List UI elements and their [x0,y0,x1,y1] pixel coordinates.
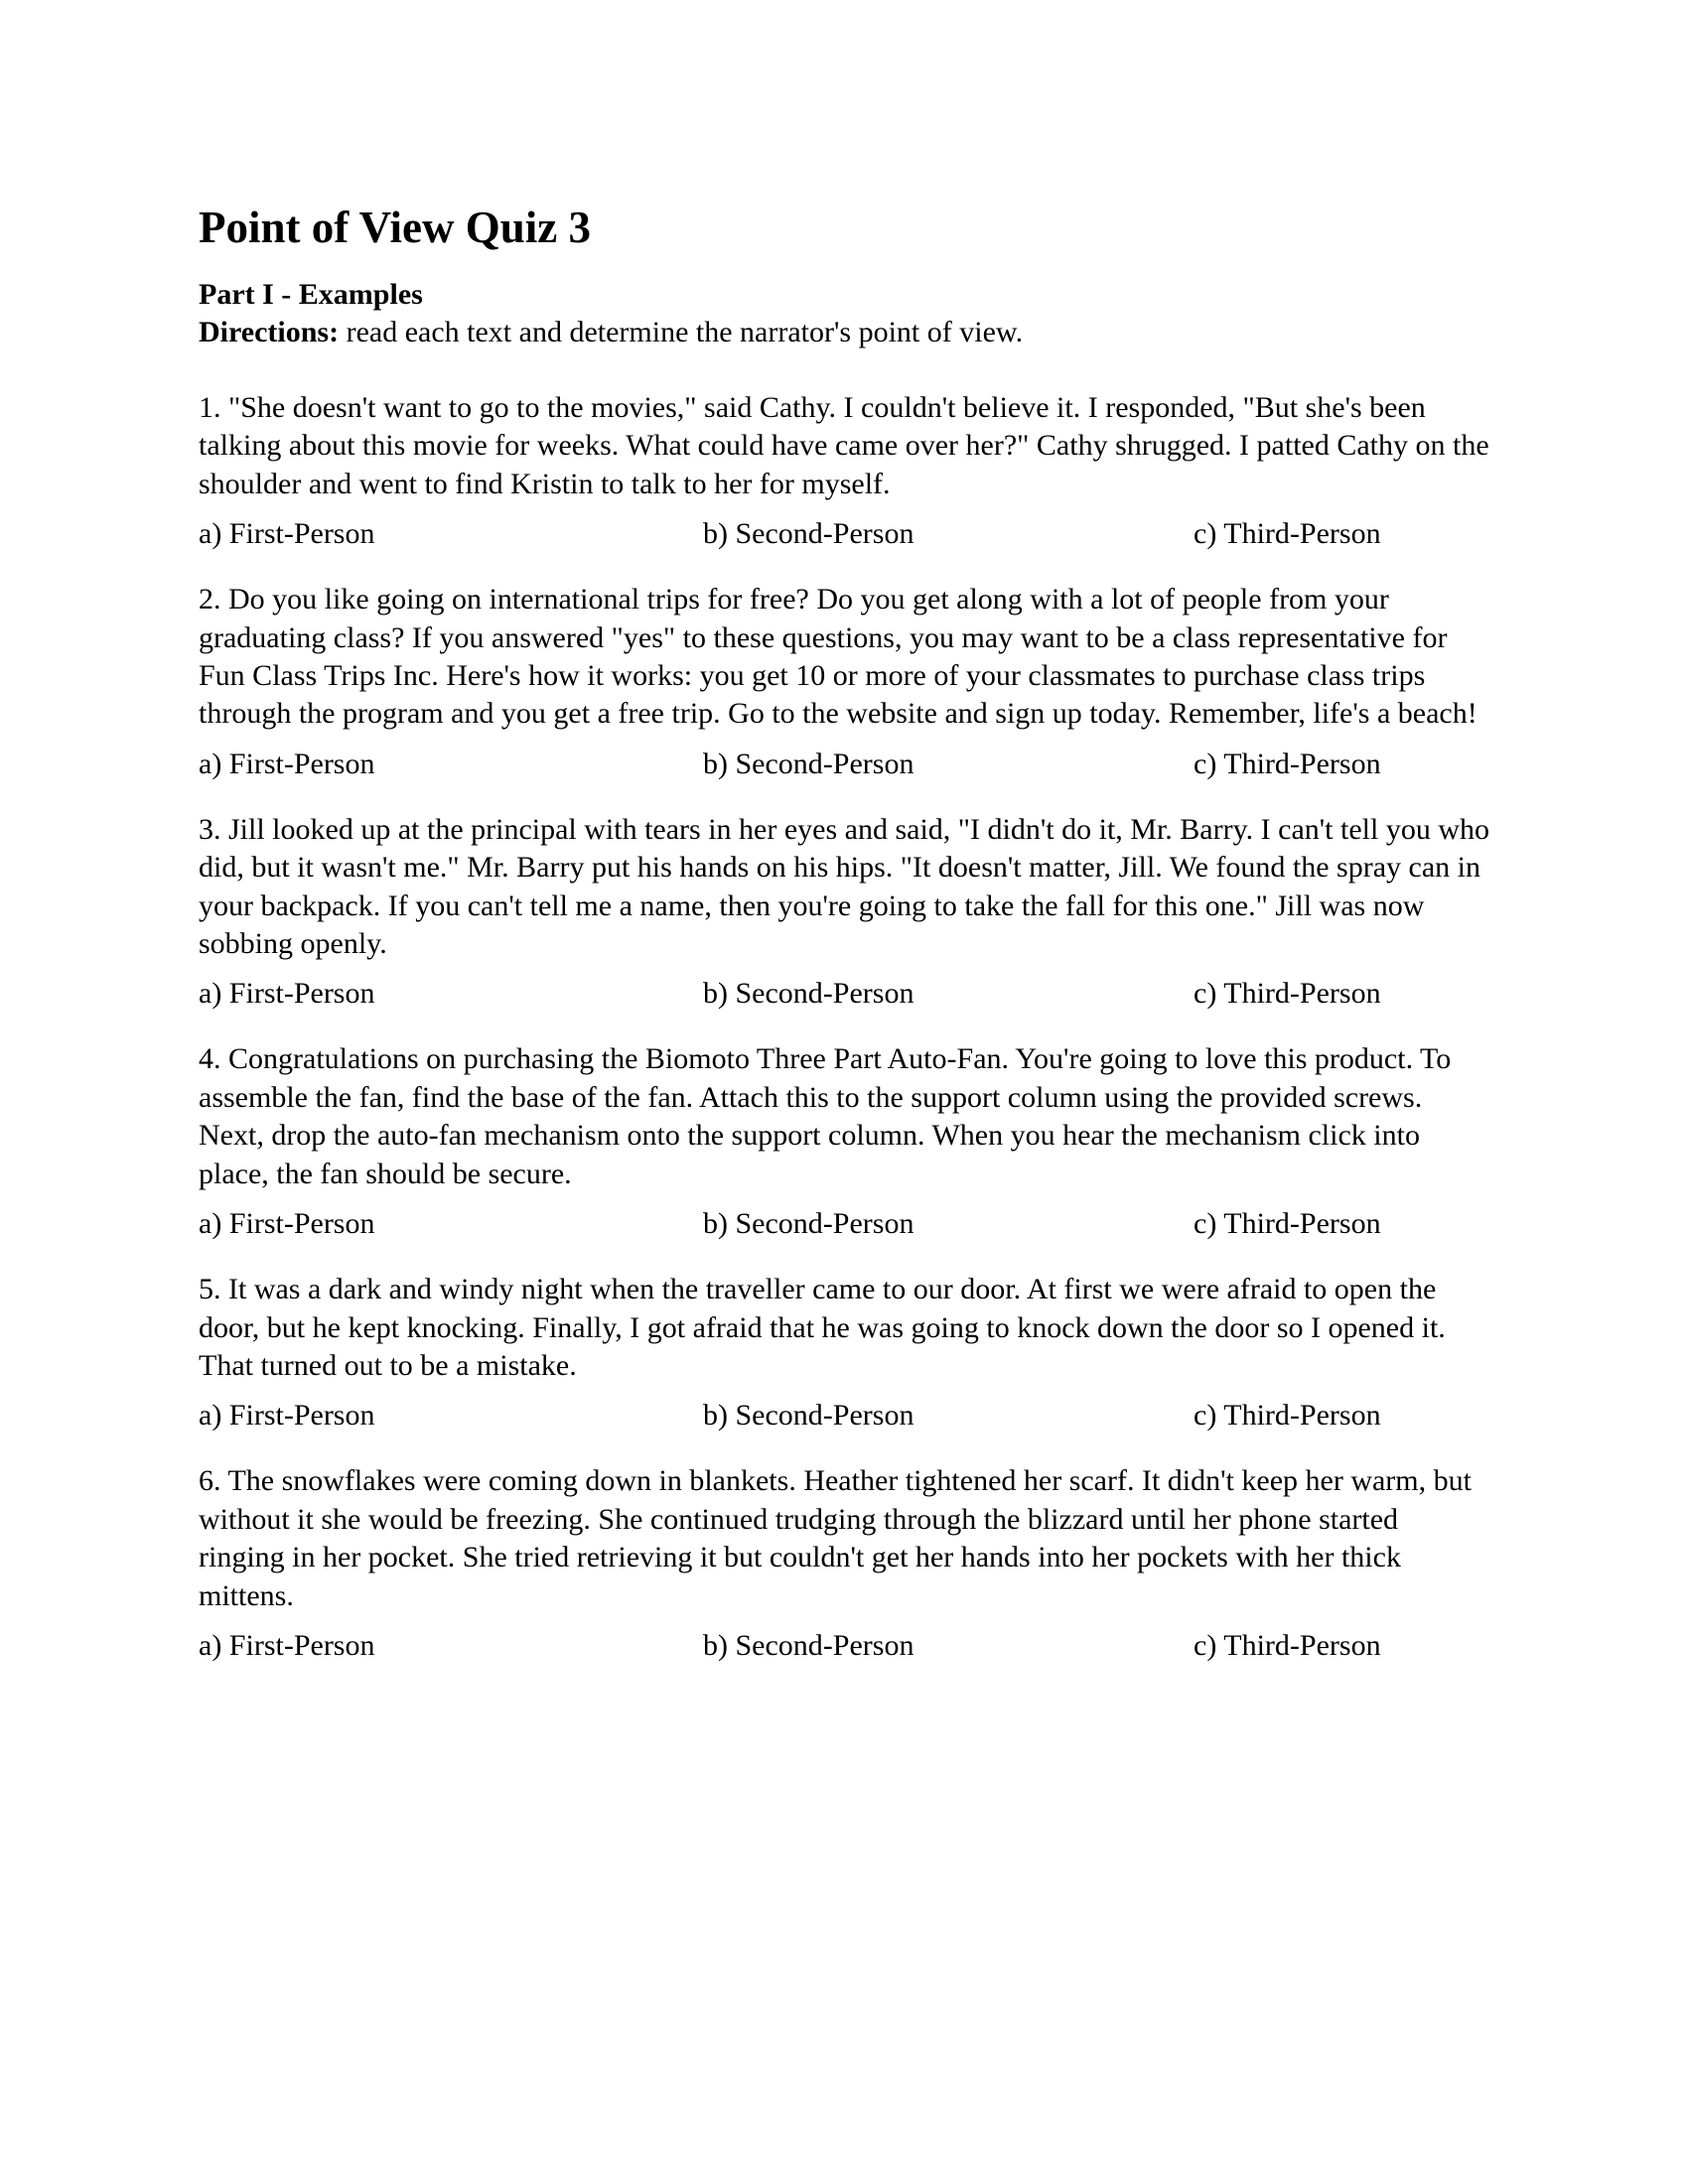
part-heading: Part I - Examples [199,278,423,311]
answer-choices [199,515,1489,553]
page-title: Point of View Quiz 3 [199,203,591,252]
choice-third-person[interactable]: c) Third-Person [1194,517,1381,551]
choice-first-person[interactable]: a) First-Person [199,747,375,780]
choice-second-person[interactable]: b) Second-Person [703,1399,914,1433]
choice-third-person[interactable]: c) Third-Person [1194,1399,1381,1433]
choice-second-person[interactable]: b) Second-Person [703,517,914,551]
question-text: 1. "She doesn't want to go to the movies," said Cathy. I couldn't believe it. I responded, "But she's been talking about this movie for weeks. What could have came over her?" Cathy shrugged. I patted Cathy on the shoulder and went to find Kristin to talk to her for myself. [199,391,1489,500]
choice-third-person[interactable]: c) Third-Person [1194,1628,1381,1662]
choice-second-person[interactable]: b) Second-Person [703,1628,914,1662]
answer-choices [199,1205,1489,1243]
question-4 [199,1040,1489,1243]
question-text: 6. The snowflakes were coming down in blankets. Heather tightened her scarf. It didn't keep her warm, but without it she would be freezing. She continued trudging through the blizzard until her phone started ringing in her pocket. She tried retrieving it but couldn't get her hands into her pockets with her thick mittens. [199,1464,1472,1612]
choice-first-person[interactable]: a) First-Person [199,517,375,551]
answer-choices [199,1397,1489,1434]
answer-choices [199,975,1489,1013]
question-5 [199,1271,1489,1434]
answer-choices [199,1627,1489,1665]
choice-first-person[interactable]: a) First-Person [199,1207,375,1241]
question-text: 5. It was a dark and windy night when the traveller came to our door. At first we were afraid to open the door, but he kept knocking. Finally, I got afraid that he was going to knock down the door so I opened it. That turned out to be a mistake. [199,1273,1446,1382]
choice-first-person[interactable]: a) First-Person [199,1628,375,1662]
choice-third-person[interactable]: c) Third-Person [1194,977,1381,1011]
question-text: 4. Congratulations on purchasing the Biomoto Three Part Auto-Fan. You're going to love this product. To assemble the fan, find the base of the fan. Attach this to the support column using the provided screws. Next, drop the auto-fan mechanism onto the support column. When you hear the mechanism click into place, the fan should be secure. [199,1042,1452,1190]
question-text: 2. Do you like going on international trips for free? Do you get along with a lot of people from your graduating class? If you answered "yes" to these questions, you may want to be a class representative for Fun Class Trips Inc. Here's how it works: you get 10 or more of your classmates to purchase class trips through the program and you get a free trip. Go to the website and sign up today. Remember, life's a beach! [199,583,1477,731]
question-6 [199,1462,1489,1665]
answer-choices [199,746,1489,783]
choice-first-person[interactable]: a) First-Person [199,1399,375,1433]
question-3 [199,811,1489,1014]
choice-first-person[interactable]: a) First-Person [199,977,375,1011]
choice-third-person[interactable]: c) Third-Person [1194,747,1381,780]
choice-second-person[interactable]: b) Second-Person [703,977,914,1011]
question-1 [199,389,1489,553]
question-text: 3. Jill looked up at the principal with tears in her eyes and said, "I didn't do it, Mr. Barry. I can't tell you who did, but it wasn't me." Mr. Barry put his hands on his hips. "It doesn't matter, Jill. We found the spray can in your backpack. If you can't tell me a name, then you're going to take the fall for this one." Jill was now sobbing openly. [199,812,1490,961]
choice-third-person[interactable]: c) Third-Person [1194,1207,1381,1241]
directions [199,314,1489,351]
question-2 [199,581,1489,783]
choice-second-person[interactable]: b) Second-Person [703,1207,914,1241]
choice-second-person[interactable]: b) Second-Person [703,747,914,780]
directions-label: Directions: [199,316,340,348]
quiz-page [199,199,1489,1693]
directions-text: read each text and determine the narrator's point of view. [339,316,1024,348]
